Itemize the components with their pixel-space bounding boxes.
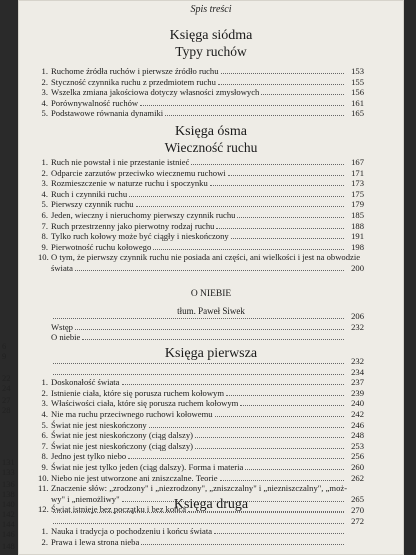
book8-toc — [38, 157, 364, 274]
margin-page-number: 6 — [2, 341, 7, 351]
toc-entry-title: Ruch nie powstał i nie przestanie istnieć — [51, 157, 190, 167]
dot-leader — [261, 94, 344, 95]
dot-leader — [53, 363, 344, 364]
dot-leader — [228, 175, 344, 176]
dot-leader — [195, 448, 344, 449]
toc-entry-number: 1. — [41, 377, 48, 388]
toc-entry — [38, 231, 364, 242]
toc-entry — [38, 66, 364, 77]
book7-toc — [38, 66, 364, 119]
dot-leader — [136, 206, 344, 207]
toc-entry — [38, 322, 364, 333]
toc-entry — [38, 409, 364, 420]
toc-entry-number: 4. — [41, 188, 48, 199]
toc-entry-number: 3. — [41, 178, 48, 189]
toc-entry-title: Styczność czynnika ruchu z przedmiotem ruchu — [51, 76, 216, 87]
toc-entry-number: 2. — [41, 387, 48, 398]
toc-entry-page: 198 — [351, 241, 364, 252]
book2-title: Księga druga — [173, 497, 249, 512]
running-header: Spis treści — [190, 4, 232, 15]
toc-entry-page: 237 — [351, 377, 364, 388]
toc-entry-page: 153 — [351, 66, 364, 76]
toc-entry-number: 3. — [41, 87, 48, 98]
toc-entry-page: 260 — [351, 461, 364, 472]
dot-leader — [210, 185, 344, 186]
toc-entry — [38, 108, 364, 119]
toc-entry-number: 3. — [41, 398, 48, 409]
toc-entry-title: Odparcie zarzutów przeciwko wiecznemu ruchowi — [51, 167, 226, 178]
toc-entry-page: 248 — [351, 430, 364, 441]
dot-leader — [128, 458, 344, 459]
toc-entry-title: Wstęp — [51, 321, 73, 332]
toc-entry — [38, 252, 364, 263]
toc-entry — [38, 483, 364, 494]
toc-entry-number: 1. — [41, 526, 48, 537]
toc-entry — [38, 210, 364, 221]
toc-entry — [38, 398, 364, 409]
dot-leader — [149, 427, 344, 428]
toc-entry-continuation — [38, 263, 364, 274]
margin-page-number: 28 — [2, 405, 11, 415]
toc-entry-title-cont: świata — [51, 262, 73, 273]
toc-entry-page: 167 — [351, 157, 364, 167]
toc-entry-page: 256 — [351, 451, 364, 462]
dot-leader — [226, 395, 344, 396]
toc-entry-page: 175 — [351, 188, 364, 199]
margin-page-number: 140 — [2, 499, 15, 509]
toc-entry — [38, 473, 364, 484]
toc-entry-number: 2. — [41, 536, 48, 547]
toc-entry-number: 10. — [38, 252, 49, 263]
toc-entry-number: 12. — [38, 504, 49, 515]
toc-entry-number: 9. — [41, 461, 48, 472]
dot-leader — [240, 405, 344, 406]
dot-leader — [129, 196, 344, 197]
toc-entry-title: Jedno jest tylko niebo — [51, 451, 127, 462]
toc-entry-page: 191 — [351, 231, 364, 242]
toc-entry — [38, 526, 364, 537]
margin-page-number: 131 — [2, 457, 15, 467]
toc-entry-page: 173 — [351, 178, 364, 189]
margin-page-number: 142 — [2, 509, 15, 519]
toc-entry-title: Nie ma ruchu przeciwnego ruchowi kołowemu — [51, 408, 213, 419]
toc-entry — [38, 178, 364, 189]
toc-entry — [38, 441, 364, 452]
toc-entry-page: 161 — [351, 97, 364, 108]
margin-page-number: 22 — [2, 373, 11, 383]
toc-entry-page: 262 — [351, 472, 364, 483]
toc-entry-title: O tym, że pierwszy czynnik ruchu nie posiada ani części, ani wielkości i jest na obwodzie — [51, 252, 361, 263]
dot-leader — [53, 523, 344, 524]
toc-entry-page: 232 — [351, 356, 364, 366]
toc-entry-page: 179 — [351, 199, 364, 210]
toc-entry — [38, 537, 364, 548]
dot-leader — [122, 384, 345, 385]
dot-leader — [216, 228, 344, 229]
toc-entry-title: Niebo nie jest utworzone ani zniszczalne. Teorie — [51, 472, 218, 483]
toc-entry-number: 8. — [41, 231, 48, 242]
toc-entry — [38, 199, 364, 210]
toc-entry-title: Świat nie jest nieskończony (ciąg dalszy) — [51, 440, 193, 451]
toc-entry-page: 185 — [351, 209, 364, 220]
toc-entry-title: Świat nie jest nieskończony (ciąg dalszy) — [51, 430, 193, 441]
margin-page-number: 9 — [2, 351, 7, 361]
toc-entry-title: Znaczenie słów: „zrodzony" i „niezrodzony", „zniszczalny" i „niezniszczalny", „moż- — [51, 483, 348, 494]
dot-leader — [218, 84, 344, 85]
toc-entry — [38, 505, 364, 516]
dot-leader — [141, 544, 344, 545]
toc-entry-page: 206 — [351, 311, 364, 321]
toc-entry — [38, 168, 364, 179]
toc-entry-page: 242 — [351, 408, 364, 419]
toc-entry-page: 155 — [351, 76, 364, 87]
toc-entry — [38, 430, 364, 441]
toc-entry — [38, 377, 364, 388]
book1-title: Księga pierwsza — [164, 346, 258, 361]
toc-entry-number: 5. — [41, 419, 48, 430]
book7-subtitle: Typy ruchów — [175, 44, 247, 59]
toc-entry — [38, 451, 364, 462]
dot-leader — [82, 339, 344, 340]
toc-entry-title: Prawa i lewa strona nieba — [51, 536, 140, 547]
toc-entry-title: Rozmieszczenie w naturze ruchu i spoczynku — [51, 178, 208, 189]
margin-page-number: 138 — [2, 489, 15, 499]
toc-entry-title: Nauka i tradycja o pochodzeniu i końcu świata — [51, 526, 213, 537]
toc-entry — [38, 516, 364, 527]
dot-leader — [237, 217, 344, 218]
toc-entry-page: 232 — [351, 321, 364, 332]
toc-entry — [38, 242, 364, 253]
toc-entry-title: Wszelka zmiana jakościowa dotyczy własności zmysłowych — [51, 87, 260, 98]
toc-entry-number: 9. — [41, 241, 48, 252]
dot-leader — [220, 480, 344, 481]
toc-entry-title: Świat nie jest tylko jeden (ciąg dalszy). Forma i materia — [51, 461, 244, 472]
toc-entry-title: Porównywalność ruchów — [51, 97, 139, 108]
book8-subtitle: Wieczność ruchu — [164, 140, 258, 155]
toc-entry — [38, 157, 364, 168]
toc-entry-number: 10. — [38, 472, 49, 483]
margin-page-number: 148 — [2, 541, 15, 551]
toc-entry-number: 4. — [41, 97, 48, 108]
toc-entry-title: Jeden, wieczny i nieruchomy pierwszy czynnik ruchu — [51, 209, 236, 220]
toc-entry-page: 234 — [351, 366, 364, 377]
translator-line: tłum. Paweł Siwek — [177, 306, 245, 316]
toc-entry-title: O niebie — [51, 332, 81, 343]
dot-leader — [165, 115, 344, 116]
dot-leader — [53, 512, 344, 513]
dot-leader — [140, 105, 344, 106]
margin-page-number: 24 — [2, 383, 11, 393]
toc-entry-number: 8. — [41, 451, 48, 462]
oniebie-toc — [38, 311, 364, 343]
toc-entry-number: 4. — [41, 408, 48, 419]
dot-leader — [191, 164, 344, 165]
book1-toc — [38, 356, 364, 515]
dot-leader — [53, 318, 344, 319]
dot-leader — [75, 270, 344, 271]
toc-entry-title: Świat nie jest nieskończony — [51, 419, 147, 430]
toc-entry-title-cont: wy" i „niemożliwy" — [51, 493, 120, 504]
toc-entry — [38, 356, 364, 367]
dot-leader — [245, 469, 344, 470]
dot-leader — [215, 416, 344, 417]
toc-entry — [38, 189, 364, 200]
toc-entry-page: 253 — [351, 440, 364, 451]
toc-entry-title: Pierwszy czynnik ruchu — [51, 199, 134, 210]
toc-entry-page: 246 — [351, 419, 364, 430]
toc-entry-page: 156 — [351, 87, 364, 98]
margin-page-number: 136 — [2, 479, 15, 489]
toc-entry-title: Właściwości ciała, które się porusza ruchem kołowym — [51, 398, 239, 409]
dot-leader — [231, 238, 344, 239]
margin-page-number: 144 — [2, 519, 15, 529]
toc-entry-title: Pierwotność ruchu kołowego — [51, 241, 152, 252]
margin-page-number: 146 — [2, 529, 15, 539]
toc-entry — [38, 388, 364, 399]
margin-page-number: 27 — [2, 395, 11, 405]
dot-leader — [153, 249, 344, 250]
toc-entry — [38, 221, 364, 232]
toc-entry-number: 2. — [41, 167, 48, 178]
dot-leader — [53, 374, 344, 375]
toc-entry-page: 171 — [351, 167, 364, 178]
toc-entry-page: 265 — [351, 493, 364, 504]
section-title-o-niebie: O NIEBIE — [190, 289, 232, 299]
dot-leader — [214, 533, 344, 534]
book2-toc — [38, 505, 364, 547]
book-page — [18, 0, 404, 555]
toc-entry — [38, 367, 364, 378]
toc-entry — [38, 87, 364, 98]
toc-entry-title: Istnienie ciała, które się porusza ruchem kołowym — [51, 387, 225, 398]
toc-entry-page: 239 — [351, 387, 364, 398]
toc-entry-number: 6. — [41, 209, 48, 220]
toc-entry-title: Ruch i czynniki ruchu — [51, 188, 128, 199]
toc-entry-number: 7. — [41, 220, 48, 231]
toc-entry-page: 270 — [351, 505, 364, 515]
toc-entry — [38, 311, 364, 322]
toc-entry-number: 1. — [41, 157, 48, 167]
toc-entry-title: Ruchome źródła ruchów i pierwsze źródło ruchu — [51, 66, 219, 76]
toc-entry-number: 2. — [41, 76, 48, 87]
toc-entry-title: Doskonałość świata — [51, 377, 120, 388]
toc-entry-title: Podstawowe równania dynamiki — [51, 108, 164, 119]
book7-title: Księga siódma — [169, 28, 253, 43]
dot-leader — [195, 437, 344, 438]
toc-entry — [38, 98, 364, 109]
toc-entry-page: 200 — [351, 262, 364, 273]
margin-page-number: 133 — [2, 467, 15, 477]
previous-page-edge — [0, 330, 22, 555]
toc-entry-title: Świat istnieje bez początku i bez końca — [51, 504, 187, 515]
toc-entry — [38, 77, 364, 88]
toc-entry-number: 5. — [41, 108, 48, 119]
toc-entry-number: 11. — [38, 483, 49, 494]
toc-entry-page: 188 — [351, 220, 364, 231]
toc-entry — [38, 462, 364, 473]
toc-entry-number: 1. — [41, 66, 48, 76]
toc-entry-title: Tylko ruch kołowy może być ciągły i nieskończony — [51, 231, 229, 242]
toc-entry-page: 165 — [351, 108, 364, 119]
dot-leader — [221, 73, 344, 74]
toc-entry-number: 7. — [41, 440, 48, 451]
toc-entry-title: Ruch przestrzenny jako pierwotny rodzaj ruchu — [51, 220, 215, 231]
toc-entry-number: 6. — [41, 430, 48, 441]
toc-entry-page: 272 — [351, 515, 364, 526]
toc-entry — [38, 332, 364, 343]
toc-entry-page: 240 — [351, 398, 364, 409]
book8-title: Księga ósma — [175, 124, 247, 139]
toc-entry — [38, 420, 364, 431]
toc-entry-number: 5. — [41, 199, 48, 210]
dot-leader — [75, 329, 344, 330]
